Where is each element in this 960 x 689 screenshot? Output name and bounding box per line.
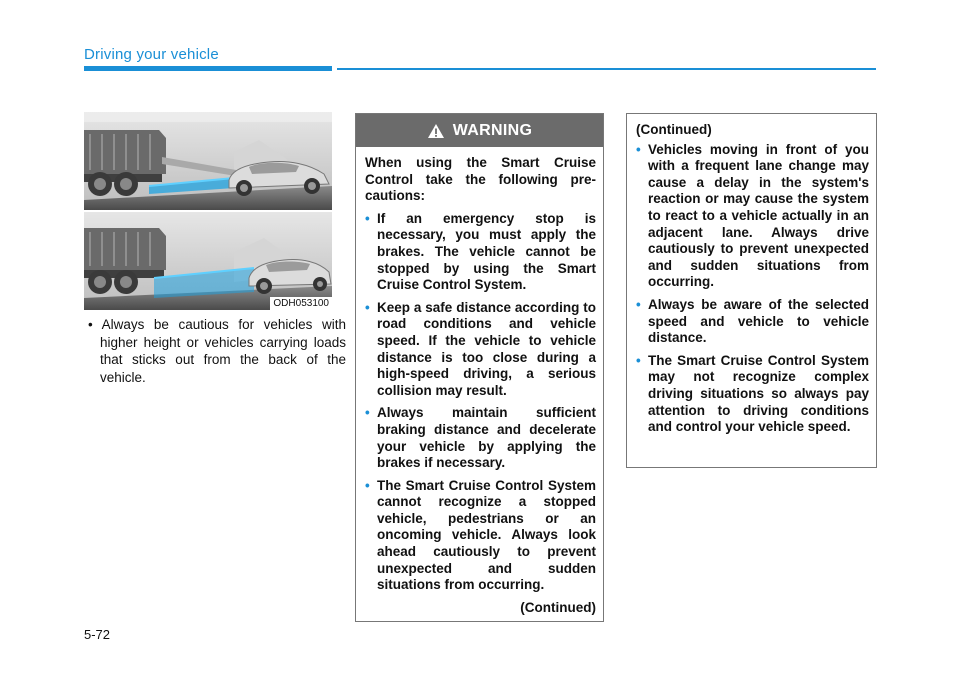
continued-box <box>626 113 877 468</box>
illustration-truck-bottom <box>84 212 332 310</box>
bullet-dot-icon: • <box>636 141 641 157</box>
header-rule-thick <box>84 66 332 71</box>
warning-body <box>356 147 603 616</box>
bullet-dot-icon: • <box>365 405 370 421</box>
warning-item: • If an emergency stop is necessary, you must apply the brakes. The vehicle cannot be stopped by using the Smart Cruise Control System. <box>365 210 596 293</box>
continued-body <box>627 114 876 436</box>
illustration-truck-top <box>84 112 332 210</box>
section-title: Driving your vehicle <box>84 46 219 63</box>
warning-item: • Keep a safe distance according to road conditions and vehicle speed. If the vehicle to vehicle distance is too close during a high-speed driving, a serious collision may result. <box>365 299 596 398</box>
left-bullet: • Always be cautious for vehicles with higher height or vehicles carrying loads that sticks out from the back of the vehicle. <box>88 317 346 385</box>
bullet-dot-icon: • <box>365 210 370 226</box>
figure-label: ODH053100 <box>270 297 332 310</box>
warning-triangle-icon <box>427 123 445 139</box>
continued-heading: (Continued) <box>636 122 712 137</box>
warning-item: • Always maintain sufficient braking distance and decelerate your vehicle by applying the brakes if necessary. <box>365 405 596 471</box>
warning-box <box>355 113 604 622</box>
header-rule-thin <box>337 68 876 70</box>
continued-item: • The Smart Cruise Control System may not recognize complex driving situations so always pay attention to driving conditions and control your vehicle speed. <box>636 352 869 435</box>
left-bullet-text: Always be cautious for vehicles with higher height or vehicles carrying loads that sticks out from the back of the vehicle. <box>100 317 346 385</box>
continued-item: • Always be aware of the selected speed and vehicle to vehicle distance. <box>636 296 869 346</box>
bullet-dot-icon: • <box>365 299 370 315</box>
warning-intro: When using the Smart Cruise Control take the following pre-cautions: <box>365 155 596 204</box>
bullet-dot-icon: • <box>636 352 641 368</box>
warning-continued: (Continued) <box>520 599 596 615</box>
bullet-dot-icon: • <box>365 477 370 493</box>
warning-header <box>356 114 603 147</box>
continued-item: • Vehicles moving in front of you with a frequent lane change may cause a delay in the system's reaction or may cause the system to react to a vehicle actually in an adjacent lane. Always drive cautiously to prevent unexpected and sudden situations from occurring. <box>636 141 869 290</box>
warning-title: WARNING <box>452 121 533 139</box>
warning-item: • The Smart Cruise Control System cannot recognize a stopped vehicle, pedestrians or an oncoming vehicle. Always look ahead cautiously to prevent unexpected and sudden situations from occurring. <box>365 477 596 593</box>
page-number: 5-72 <box>84 627 111 642</box>
bullet-dot-icon: • <box>636 296 641 312</box>
